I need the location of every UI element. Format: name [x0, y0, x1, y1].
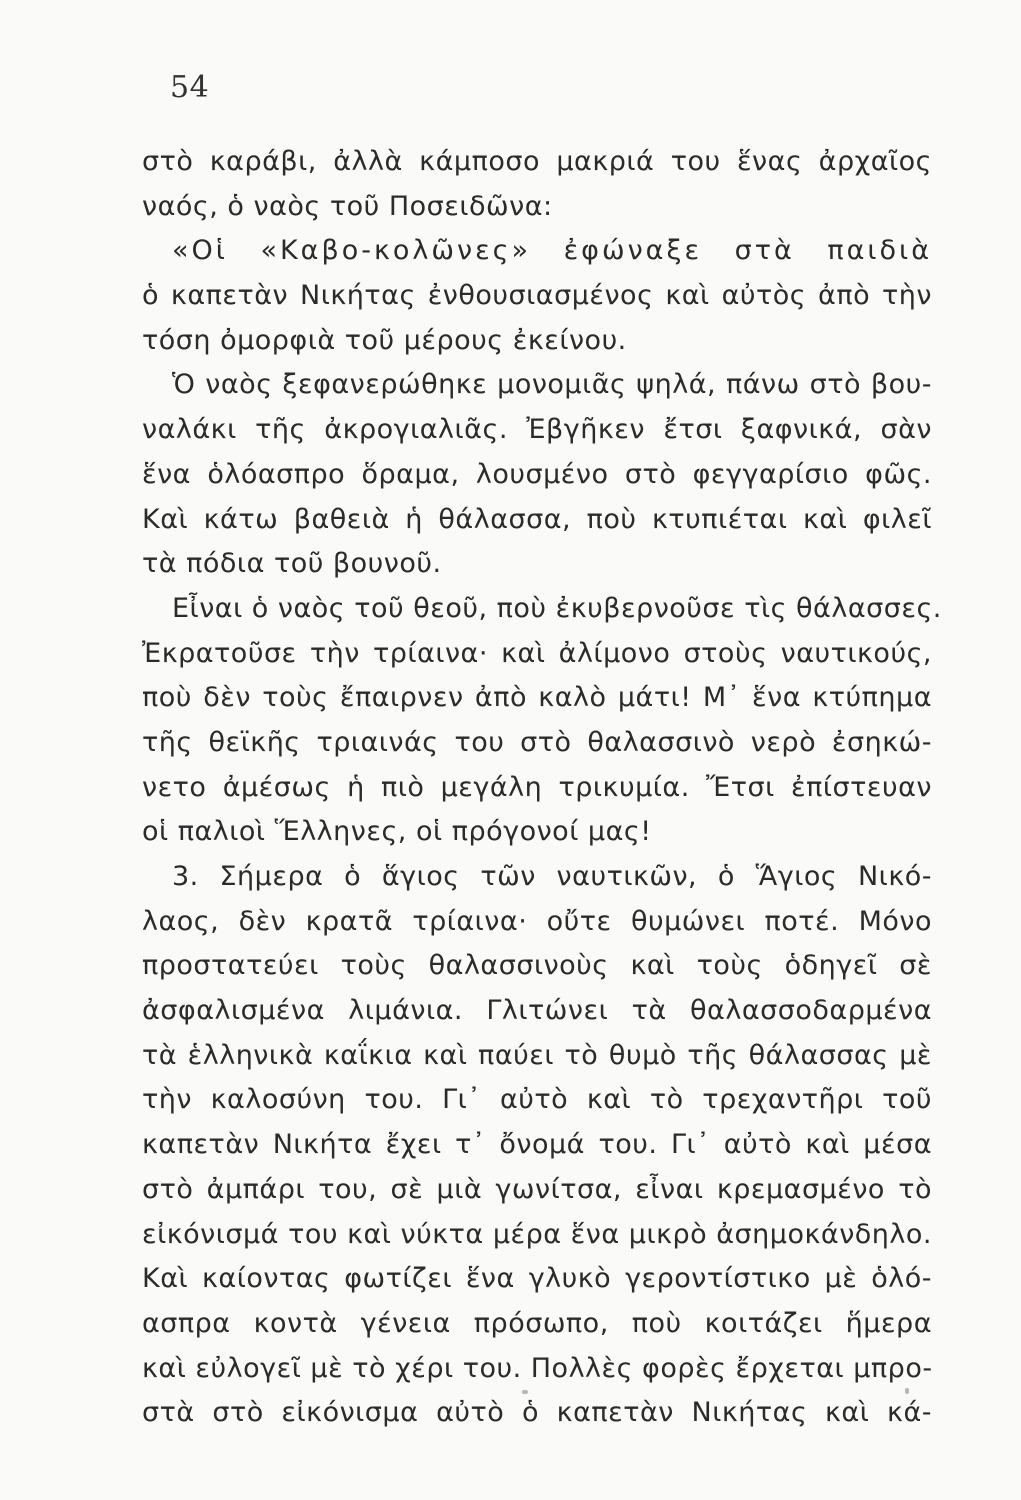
text-line: ποὺ δὲν τοὺς ἔπαιρνεν ἀπὸ καλὸ μάτι! Μ᾿ ἕνα κτύπημα: [142, 682, 932, 714]
paper-speck: [905, 1388, 909, 1394]
text-line: καὶ εὐλογεῖ μὲ τὸ χέρι του. Πολλὲς φορὲς ἔρχεται μπρο-: [142, 1352, 933, 1384]
text-line: καπετὰν Νικήτα ἔχει τ᾿ ὄνομά του. Γι᾿ αὐτὸ καὶ μέσα: [142, 1129, 932, 1161]
text-line: 3. Σήμερα ὁ ἅγιος τῶν ναυτικῶν, ὁ Ἅγιος Νικό-: [172, 861, 932, 892]
text-line: Εἶναι ὁ ναὸς τοῦ θεοῦ, ποὺ ἐκυβερνοῦσε τὶς θάλασσες.: [172, 592, 942, 624]
text-line: εἰκόνισμά του καὶ νύκτα μέρα ἕνα μικρὸ ἀσημοκάνδηλο.: [142, 1218, 932, 1250]
text-line: ὁ καπετὰν Νικήτας ἐνθουσιασμένος καὶ αὐτὸς ἀπὸ τὴν: [142, 280, 932, 312]
text-line: τόση ὀμορφιὰ τοῦ μέρους ἐκείνου.: [142, 324, 627, 356]
text-line: στὰ στὸ εἰκόνισμα αὐτὸ ὁ καπετὰν Νικήτας καὶ κά-: [142, 1397, 932, 1429]
text-line: στὸ καράβι, ἀλλὰ κάμποσο μακριά του ἕνας ἀρχαῖος: [142, 146, 932, 177]
text-line: ναλάκι τῆς ἀκρογιαλιᾶς. Ἐβγῆκεν ἔτσι ξαφνικά, σὰν: [142, 414, 932, 446]
text-line: Καὶ κάτω βαθειὰ ἡ θάλασσα, ποὺ κτυπιέται καὶ φιλεῖ: [142, 503, 932, 535]
text-line: τὰ πόδια τοῦ βουνοῦ.: [142, 548, 442, 580]
page-number: 54: [170, 70, 210, 105]
text-line: Ὁ ναὸς ξεφανερώθηκε μονομιᾶς ψηλά, πάνω στὸ βου-: [172, 369, 932, 401]
text-line: ασπρα κοντὰ γένεια πρόσωπο, ποὺ κοιτάζει ἥμερα: [142, 1307, 932, 1339]
text-line: στὸ ἀμπάρι του, σὲ μιὰ γωνίτσα, εἶναι κρεμασμένο τὸ: [142, 1173, 932, 1205]
text-line: ἕνα ὁλόασπρο ὅραμα, λουσμένο στὸ φεγγαρίσιο φῶς.: [142, 458, 932, 490]
text-line: τὰ ἑλληνικὰ καΐκια καὶ παύει τὸ θυμὸ τῆς θάλασσας μὲ: [142, 1039, 932, 1071]
text-line: τῆς θεϊκῆς τριαινάς του στὸ θαλασσινὸ νερὸ ἐσηκώ-: [142, 726, 932, 758]
body-text: [142, 140, 942, 1436]
text-line: «Οἱ «Καβο-κολῶνες» ἐφώναξε στὰ παιδιὰ: [172, 235, 932, 267]
text-line: τὴν καλοσύνη του. Γι᾿ αὐτὸ καὶ τὸ τρεχαντῆρι τοῦ: [142, 1084, 932, 1116]
text-line: ἀσφαλισμένα λιμάνια. Γλιτώνει τὰ θαλασσοδαρμένα: [142, 995, 932, 1027]
text-line: προστατεύει τοὺς θαλασσινοὺς καὶ τοὺς ὁδηγεῖ σὲ: [142, 950, 932, 982]
text-line: ναός, ὁ ναὸς τοῦ Ποσειδῶνα:: [142, 190, 553, 222]
text-line: Ἐκρατοῦσε τὴν τρίαινα· καὶ ἀλίμονο στοὺς ναυτικούς,: [142, 637, 932, 669]
text-line: νετο ἀμέσως ἡ πιὸ μεγάλη τρικυμία. Ἔτσι ἐπίστευαν: [142, 771, 932, 803]
text-line: Καὶ καίοντας φωτίζει ἕνα γλυκὸ γεροντίστικο μὲ ὁλό-: [142, 1263, 932, 1295]
paper-speck: [522, 1390, 528, 1394]
text-line: οἱ παλιοὶ Ἕλληνες, οἱ πρόγονοί μας!: [142, 816, 652, 848]
text-line: λαος, δὲν κρατᾶ τρίαινα· οὔτε θυμώνει ποτέ. Μόνο: [142, 905, 932, 937]
